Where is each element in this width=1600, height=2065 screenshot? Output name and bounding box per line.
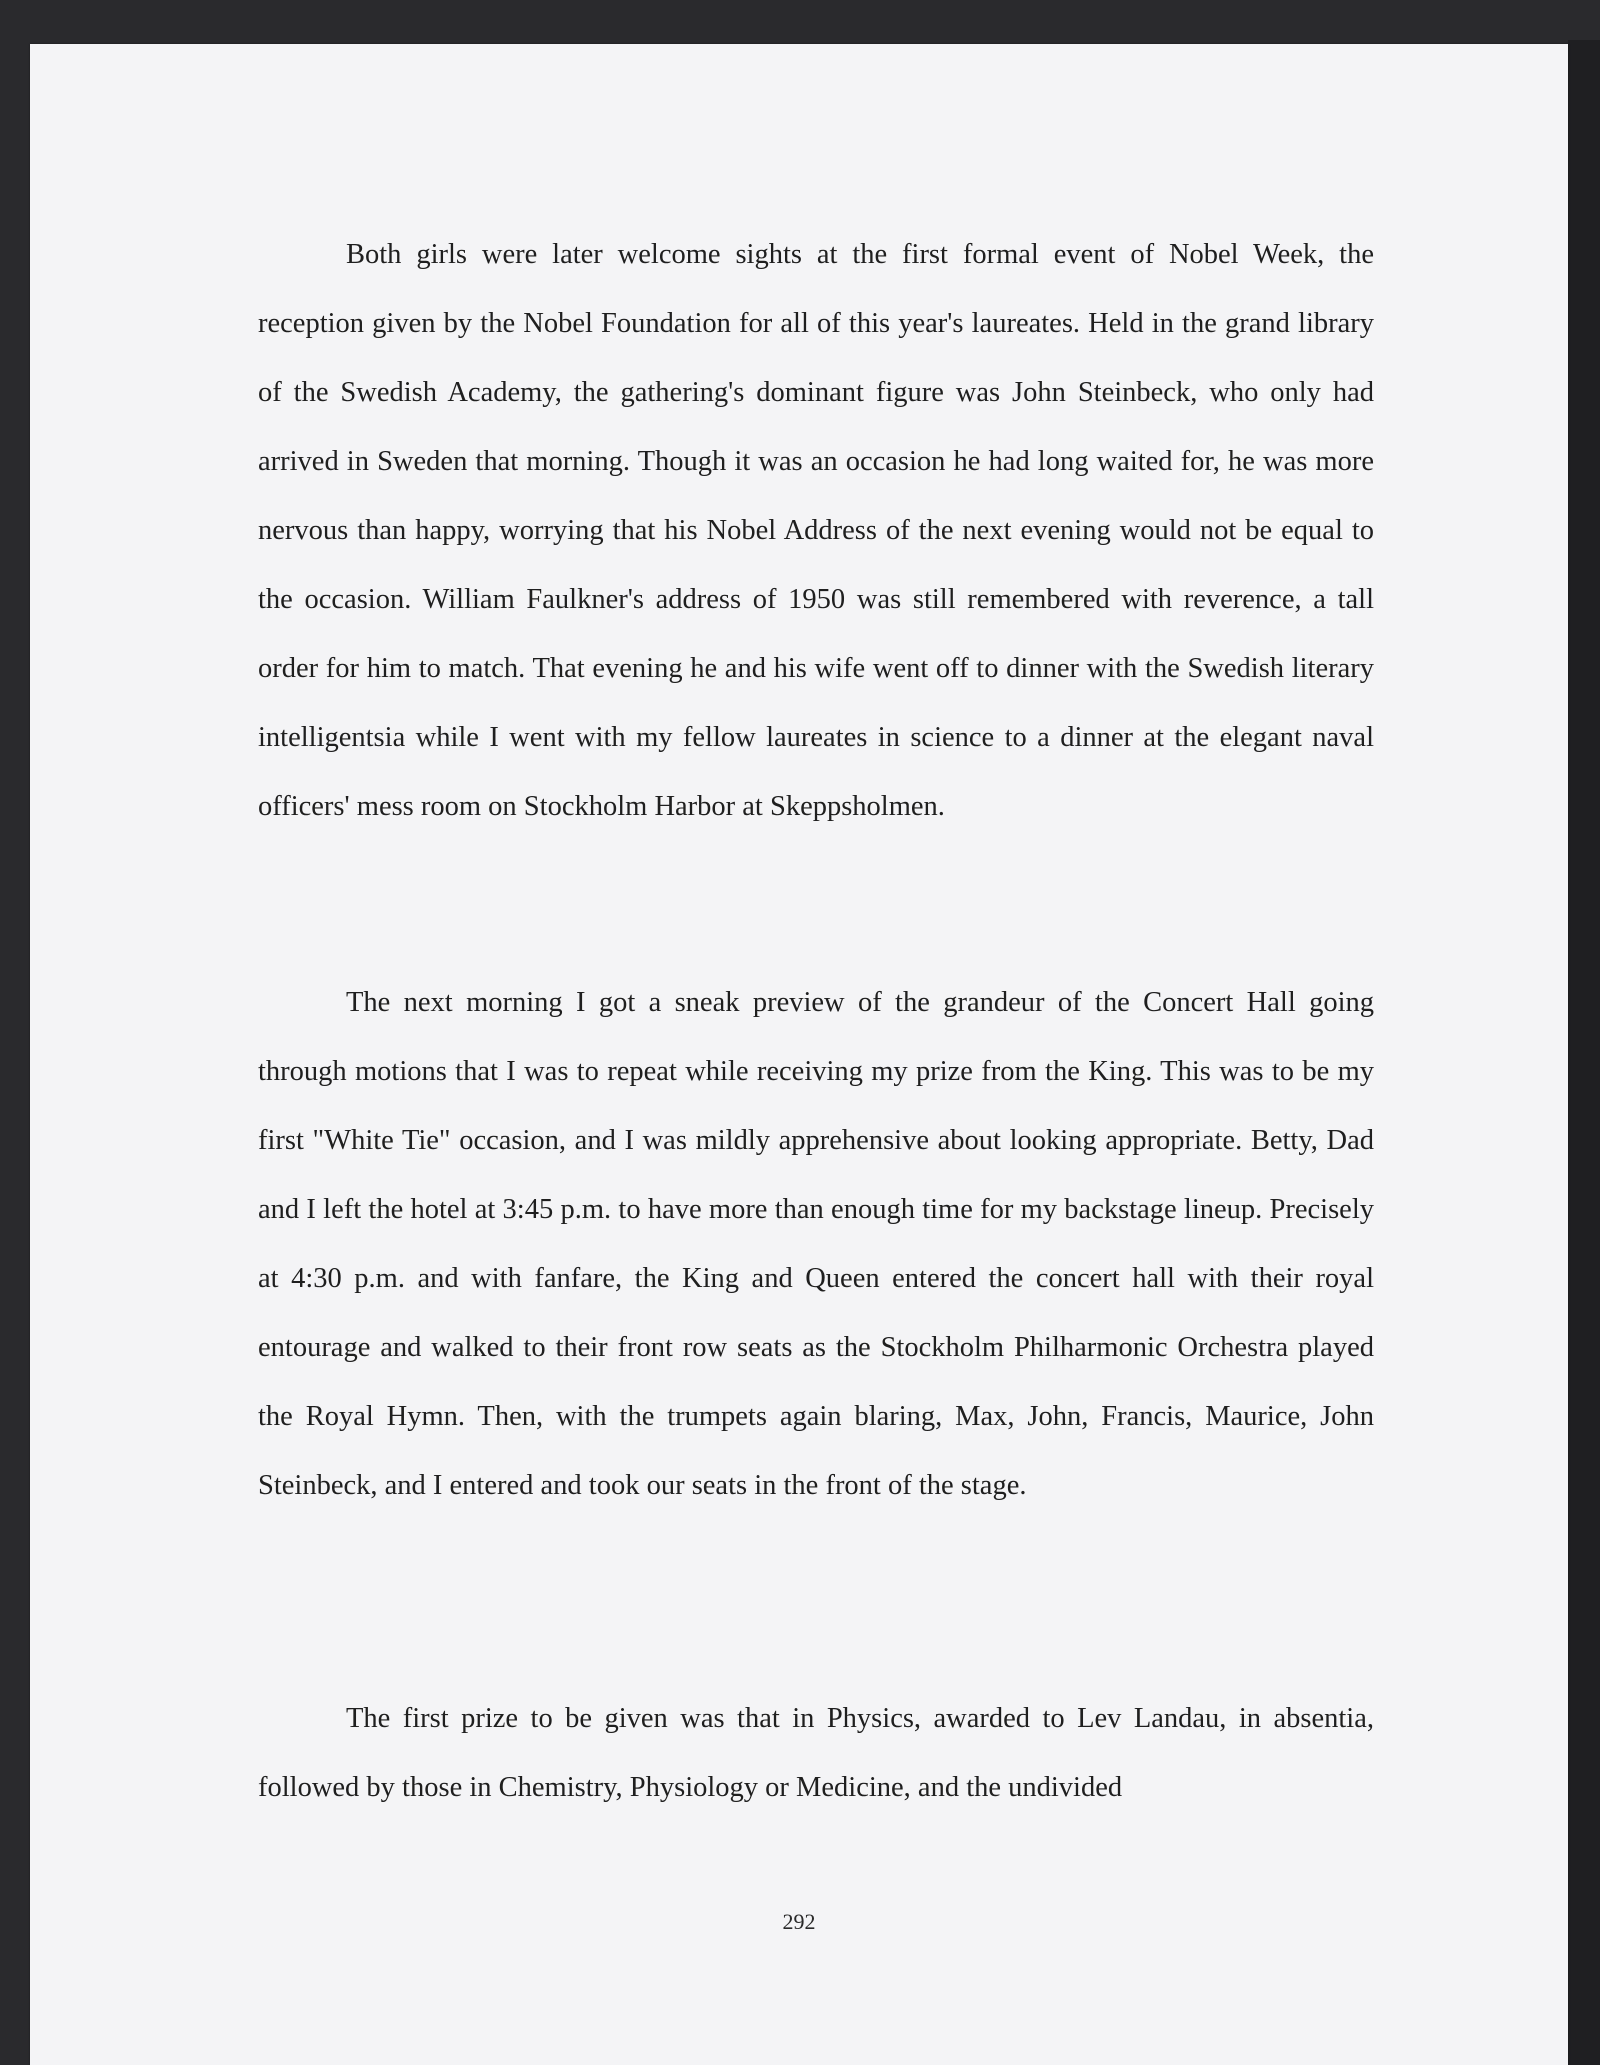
paragraph-3	[258, 1684, 1374, 1822]
document-page	[30, 44, 1568, 2065]
paragraph-1	[258, 220, 1374, 841]
paragraph-2	[258, 968, 1374, 1520]
paragraph-text: The first prize to be given was that in Physics, awarded to Lev Landau, in absentia, followed by those in Chemistry, Physiology or Medicine, and the undivided	[258, 1703, 1374, 1803]
paragraph-text: The next morning I got a sneak preview of the grandeur of the Concert Hall going through motions that I was to repeat while receiving my prize from the King. This was to be my first "White Tie" occasion, and I was mildly apprehensive about looking appropriate. Betty, Dad and I left the hotel at 3:45 p.m. to have more than enough time for my backstage lineup. Precisely at 4:30 p.m. and with fanfare, the King and Queen entered the concert hall with their royal entourage and walked to their front row seats as the Stockholm Philharmonic Orchestra played the Royal Hymn. Then, with the trumpets again blaring, Max, John, Francis, Maurice, John Steinbeck, and I entered and took our seats in the front of the stage.	[258, 987, 1374, 1501]
paragraph-text: Both girls were later welcome sights at the first formal event of Nobel Week, the reception given by the Nobel Foundation for all of this year's laureates. Held in the grand library of the Swedish Academy, the gathering's dominant figure was John Steinbeck, who only had arrived in Sweden that morning. Though it was an occasion he had long waited for, he was more nervous than happy, worrying that his Nobel Address of the next evening would not be equal to the occasion. William Faulkner's address of 1950 was still remembered with reverence, a tall order for him to match. That evening he and his wife went off to dinner with the Swedish literary intelligentsia while I went with my fellow laureates in science to a dinner at the elegant naval officers' mess room on Stockholm Harbor at Skeppsholmen.	[258, 239, 1374, 822]
page-number: 292	[782, 1909, 816, 1934]
background-edge	[1568, 40, 1600, 2065]
